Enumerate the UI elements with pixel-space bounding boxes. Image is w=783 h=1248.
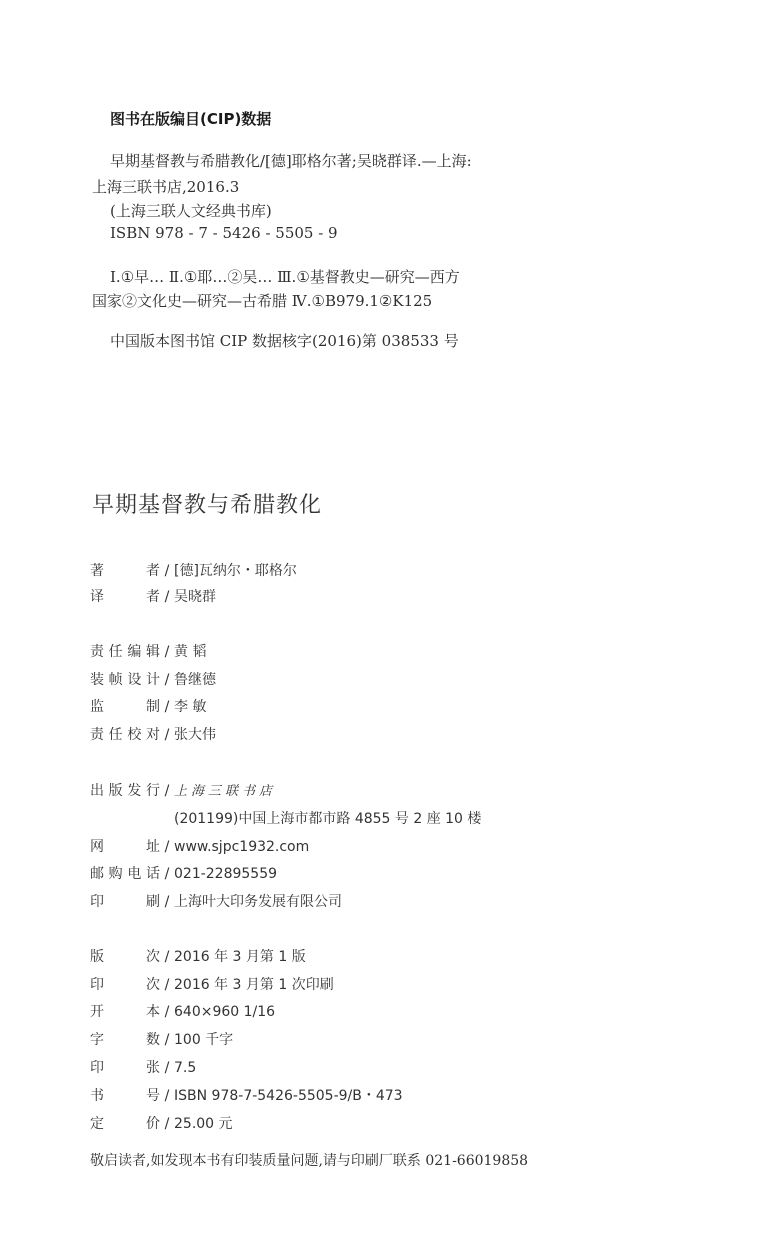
publisher-logo-text: 上海三联书店: [174, 784, 277, 799]
printer-row: 印刷 / 上海叶大印务发展有限公司: [90, 891, 342, 911]
phone-value: 021-22895559: [174, 866, 278, 882]
cip-line-6: 国家②文化史—研究—古希腊 Ⅳ.①B979.1②K125: [92, 292, 433, 310]
spec-sheets-label: 印张: [90, 1060, 160, 1076]
printer-value: 上海叶大印务发展有限公司: [174, 894, 342, 910]
publisher-label: 出版发行: [90, 783, 160, 799]
cip-heading: 图书在版编目(CIP)数据: [110, 110, 272, 128]
spec-words: 字数 / 100 千字: [90, 1029, 233, 1049]
credit-design-value: 鲁继德: [174, 672, 216, 688]
cip-line-4: ISBN 978 - 7 - 5426 - 5505 - 9: [110, 224, 338, 242]
spec-edition-value: 2016 年 3 月第 1 版: [174, 949, 306, 965]
credit-translator: 译者 / 吴晓群: [90, 586, 216, 606]
cip-line-5: Ⅰ.①早… Ⅱ.①耶…②吴… Ⅲ.①基督教史—研究—西方: [110, 268, 460, 286]
spec-printing: 印次 / 2016 年 3 月第 1 次印刷: [90, 974, 334, 994]
credit-supervisor-value: 李 敏: [174, 699, 207, 715]
credit-translator-label: 译者: [90, 589, 160, 605]
website-label: 网址: [90, 839, 160, 855]
credit-translator-value: 吴晓群: [174, 589, 216, 605]
publisher-website-row: 网址 / www.sjpc1932.com: [90, 836, 309, 856]
printer-label: 印刷: [90, 894, 160, 910]
spec-printing-value: 2016 年 3 月第 1 次印刷: [174, 977, 334, 993]
cip-line-2: 上海三联书店,2016.3: [92, 178, 240, 196]
phone-label: 邮购电话: [90, 866, 160, 882]
spec-sheets: 印张 / 7.5: [90, 1057, 196, 1077]
spec-printing-label: 印次: [90, 977, 160, 993]
spec-price-label: 定价: [90, 1116, 160, 1132]
cip-line-1: 早期基督教与希腊教化/[德]耶格尔著;吴晓群译.—上海:: [110, 152, 472, 170]
credit-design: 装帧设计 / 鲁继德: [90, 669, 216, 689]
spec-price-value: 25.00 元: [174, 1116, 233, 1132]
website-value: www.sjpc1932.com: [174, 839, 310, 855]
credit-author-value: [德]瓦纳尔・耶格尔: [174, 563, 297, 579]
credit-proofreader: 责任校对 / 张大伟: [90, 724, 216, 744]
cip-line-3: (上海三联人文经典书库): [110, 202, 272, 220]
cip-line-7: 中国版本图书馆 CIP 数据核字(2016)第 038533 号: [110, 332, 459, 350]
book-title: 早期基督教与希腊教化: [92, 493, 323, 518]
spec-words-label: 字数: [90, 1032, 160, 1048]
spec-isbn-label: 书号: [90, 1088, 160, 1104]
credit-supervisor: 监制 / 李 敏: [90, 696, 206, 716]
spec-edition-label: 版次: [90, 949, 160, 965]
credit-proofreader-label: 责任校对: [90, 727, 160, 743]
credit-editor-value: 黄 韬: [174, 644, 207, 660]
publisher-row: 出版发行 / 上海三联书店: [90, 780, 276, 800]
spec-words-value: 100 千字: [174, 1032, 234, 1048]
spec-price: 定价 / 25.00 元: [90, 1113, 233, 1133]
credit-editor: 责任编辑 / 黄 韬: [90, 641, 206, 661]
credit-proofreader-value: 张大伟: [174, 727, 216, 743]
credit-supervisor-label: 监制: [90, 699, 160, 715]
spec-edition: 版次 / 2016 年 3 月第 1 版: [90, 946, 306, 966]
credit-author-label: 著者: [90, 563, 160, 579]
spec-format-label: 开本: [90, 1004, 160, 1020]
spec-format: 开本 / 640×960 1/16: [90, 1001, 275, 1021]
publisher-address: (201199)中国上海市都市路 4855 号 2 座 10 楼: [174, 811, 482, 827]
credit-editor-label: 责任编辑: [90, 644, 160, 660]
spec-isbn: 书号 / ISBN 978-7-5426-5505-9/B・473: [90, 1085, 403, 1105]
spec-isbn-value: ISBN 978-7-5426-5505-9/B・473: [174, 1088, 403, 1104]
spec-sheets-value: 7.5: [174, 1060, 197, 1076]
credit-author: 著者 / [德]瓦纳尔・耶格尔: [90, 560, 297, 580]
spec-format-value: 640×960 1/16: [174, 1004, 276, 1020]
publisher-phone-row: 邮购电话 / 021-22895559: [90, 863, 277, 883]
credit-design-label: 装帧设计: [90, 672, 160, 688]
reader-notice: 敬启读者,如发现本书有印装质量问题,请与印刷厂联系 021-66019858: [90, 1153, 529, 1169]
